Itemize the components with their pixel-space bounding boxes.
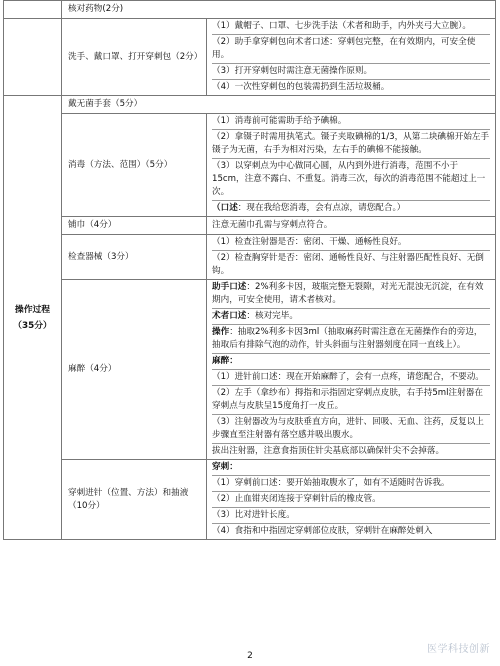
puncture-item: （3）比对进针长度。 [212, 507, 490, 523]
surgeon-text: ：核对完毕。 [246, 311, 298, 321]
category-title: 操作过程 [14, 304, 51, 315]
wash-hands-item: （1）戴帽子、口罩、七步洗手法（术者和助手，内外夹弓大立腕）。 [212, 21, 471, 31]
disinfect-item: （1）消毒前可能需助手给予碘棉。 [212, 116, 347, 126]
anesthesia-item: （2）左手（拿纱布）拇指和示指固定穿刺点皮肤，右手持5ml注射器在穿刺点与皮肤呈15度角打一皮丘。 [212, 385, 490, 414]
anesthesia-subheading: 麻醉： [212, 353, 490, 369]
category-score: （35分） [13, 320, 52, 331]
puncture-subheading: 穿刺： [212, 462, 238, 472]
row-check-drugs [4, 1, 496, 19]
category-cell [4, 96, 62, 540]
anesthesia-surgeon [212, 308, 490, 324]
puncture-item: （4）食指和中指固定穿刺部位皮肤，穿刺针在麻醉处刺入 [212, 523, 490, 539]
assist-label: 助手口述 [212, 282, 247, 292]
disinfect-desc [207, 114, 496, 217]
puncture-desc [207, 460, 496, 540]
puncture-item: （1）穿刺前口述：要开始抽取腹水了，如有不适随时告诉我。 [212, 475, 490, 491]
anesthesia-item: 拔出注射器，注意食指顶住针尖基底部以确保针尖不会掉落。 [212, 443, 490, 459]
scoring-table [3, 0, 496, 540]
disinfect-oral-label: （口述 [212, 203, 238, 213]
gloves-title: 戴无菌手套（5分） [62, 96, 496, 114]
disinfect-item: （2）拿镊子时需用执笔式。镊子夹取碘棉的1/3，从第二块碘棉开始左手镊子为无菌，右手为相对污染，左右手的碘棉不能接触。 [212, 129, 490, 158]
puncture-title: 穿刺进针（位置、方法）和抽液（10分） [62, 460, 207, 540]
row-gloves [4, 96, 496, 114]
drape-desc: 注意无菌巾孔需与穿刺点符合。 [207, 217, 496, 235]
page-number: 2 [247, 651, 253, 661]
row-puncture [4, 460, 496, 540]
instruments-item: （1）检查注射器是否：密闭、干燥、通畅性良好。 [212, 237, 407, 247]
wash-hands-desc [207, 19, 496, 96]
anesthesia-assist [212, 280, 490, 308]
assist-text: ：2%利多卡因，玻瓶完整无裂隙，对光无混浊无沉淀，在有效期内，可安全使用，请术者核对。 [212, 282, 484, 305]
anesthesia-item: （3）注射器改为与皮肤垂直方向，进针、回吸、无血、注药，反复以上步骤直至注射器有落空感并吸出腹水。 [212, 414, 490, 443]
watermark: 医学科技创新 [427, 644, 490, 655]
puncture-item: （2）止血钳夹闭连接于穿刺针后的橡皮管。 [212, 491, 490, 507]
disinfect-item: （3）以穿刺点为中心做同心圆，从内到外进行消毒，范围不小于15cm，注意不露白、不重复。消毒三次，每次的消毒范围不能超过上一次。 [212, 158, 490, 200]
operation-text: ：抽取2%利多卡因3ml（抽取麻药时需注意在无菌操作台的旁边，抽取后有排除气泡的动作，针头斜面与注射器刻度在同一直线上）。 [212, 327, 483, 350]
anesthesia-title: 麻醉（4分） [62, 280, 207, 460]
wash-hands-item: （4）一次性穿刺包的包装需扔到生活垃圾桶。 [212, 79, 490, 95]
disinfect-title: 消毒（方法、范围）（5分） [62, 114, 207, 217]
check-drugs-title: 核对药物(2分) [62, 1, 496, 19]
disinfect-oral [212, 200, 490, 216]
anesthesia-desc [207, 280, 496, 460]
row-disinfect [4, 114, 496, 217]
instruments-item: （2）检查胸穿针是否：密闭、通畅性良好、与注射器匹配性良好、无倒钩。 [212, 250, 490, 279]
instruments-desc [207, 235, 496, 280]
operation-label: 操作 [212, 327, 230, 337]
row-drape [4, 217, 496, 235]
wash-hands-item: （2）助手拿穿刺包向术者口述：穿刺包完整，在有效期内，可安全使用。 [212, 34, 490, 63]
disinfect-oral-text: ：现在我给您消毒，会有点凉，请您配合。） [237, 203, 406, 213]
wash-hands-item: （3）打开穿刺包时需注意无菌操作原则。 [212, 63, 490, 79]
wash-hands-title: 洗手、戴口罩、打开穿刺包（2分） [62, 19, 207, 96]
anesthesia-item: （1）进针前口述：现在开始麻醉了，会有一点疼，请您配合，不要动。 [212, 369, 490, 385]
instruments-title: 检查器械（3分） [62, 235, 207, 280]
row-wash-hands [4, 19, 496, 96]
surgeon-label: 术者口述 [212, 311, 247, 321]
anesthesia-operation [212, 324, 490, 353]
row-anesthesia [4, 280, 496, 460]
drape-title: 铺巾（4分） [62, 217, 207, 235]
row-instruments [4, 235, 496, 280]
